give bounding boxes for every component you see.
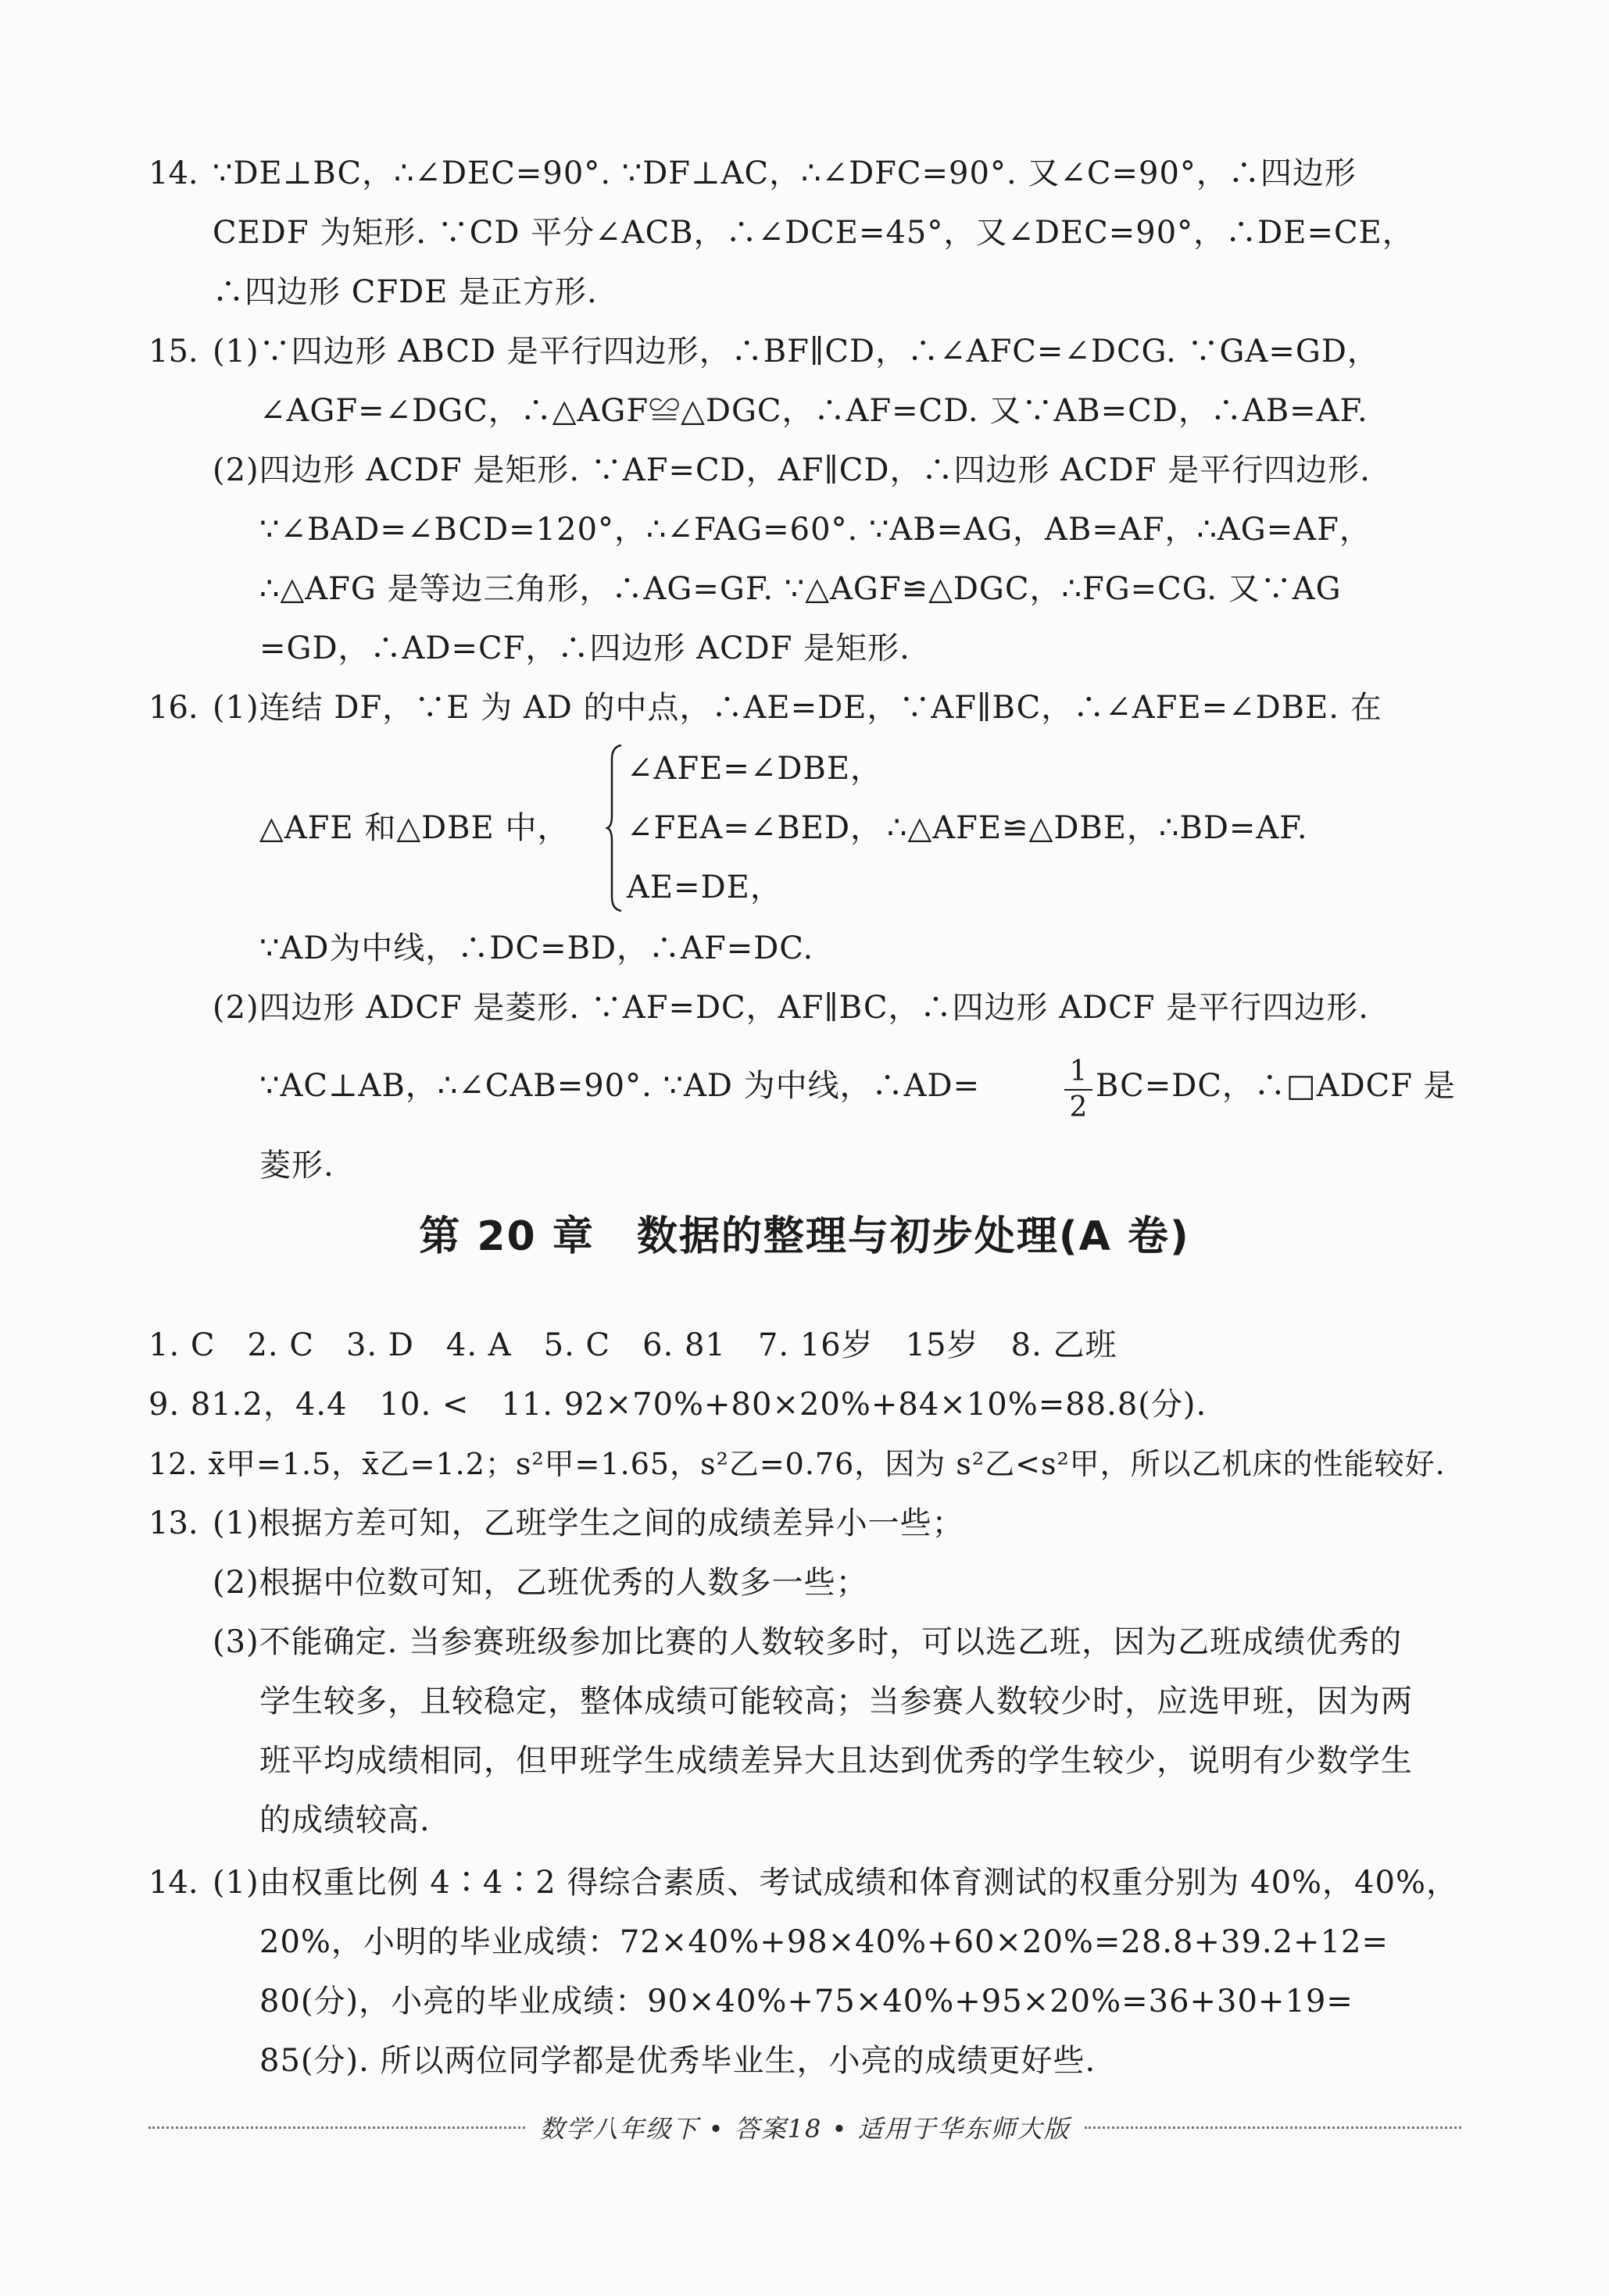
question-number: 14. — [148, 1865, 198, 1901]
answer-line: ∴△AFG 是等边三角形，∴AG=GF. ∵△AGF≌△DGC，∴FG=CG. 又∵AG — [259, 571, 1342, 607]
answer-line: ∵∠BAD=∠BCD=120°，∴∠FAG=60°. ∵AB=AG，AB=AF，∴AG=AF， — [259, 512, 1371, 548]
page-footer — [148, 2109, 1461, 2145]
answer-line: 班平均成绩相同，但甲班学生成绩差异大且达到优秀的学生较少，说明有少数学生 — [259, 1743, 1413, 1779]
answer-line: 80(分)，小亮的毕业成绩：90×40%+75×40%+95×20%=36+30+19= — [259, 1984, 1353, 2019]
answer-line: (1)根据方差可知，乙班学生之间的成绩差异小一些； — [213, 1505, 964, 1541]
fraction-bar — [1064, 1089, 1092, 1091]
answer-line: BC=DC，∴□ADCF 是 — [1096, 1068, 1456, 1104]
answer-line: 12. x̄甲=1.5，x̄乙=1.2；s²甲=1.65，s²乙=0.76，因为 s²乙<s²甲，所以乙机床的性能较好. — [148, 1447, 1446, 1481]
answer-line: 85(分). 所以两位同学都是优秀毕业生，小亮的成绩更好些. — [259, 2043, 1096, 2079]
answer-line: ∵AC⊥AB，∴∠CAB=90°. ∵AD 为中线，∴AD= — [259, 1068, 981, 1104]
system-line: AE=DE， — [627, 869, 782, 905]
answer-line: ∵AD为中线，∴DC=BD，∴AF=DC. — [259, 930, 814, 966]
answer-line: (1)由权重比例 4∶4∶2 得综合素质、考试成绩和体育测试的权重分别为 40%，40%， — [213, 1865, 1458, 1901]
question-number: 16. — [148, 690, 198, 726]
question-number: 14. — [148, 155, 198, 191]
system-conclusion: ∴△AFE≌△DBE，∴BD=AF. — [887, 810, 1308, 846]
answer-line: (3)不能确定. 当参赛班级参加比赛的人数较多时，可以选乙班，因为乙班成绩优秀的 — [213, 1624, 1403, 1660]
answer-line: (1)∵四边形 ABCD 是平行四边形，∴BF∥CD，∴∠AFC=∠DCG. ∵GA=GD， — [213, 334, 1379, 370]
footer-dotted-rule-left — [148, 2126, 525, 2129]
fraction-one-half — [1064, 1056, 1092, 1123]
answer-line: 菱形. — [259, 1148, 334, 1184]
system-line: ∠FEA=∠BED， — [627, 810, 883, 846]
answer-line: (2)四边形 ADCF 是菱形. ∵AF=DC，AF∥BC，∴四边形 ADCF 是平行四边形. — [213, 990, 1369, 1026]
system-prefix: △AFE 和△DBE 中， — [259, 810, 570, 846]
system-line: ∠AFE=∠DBE， — [627, 751, 883, 787]
answer-line: (2)四边形 ACDF 是矩形. ∵AF=CD，AF∥CD，∴四边形 ACDF 是平行四边形. — [213, 452, 1371, 488]
answer-line: 20%，小明的毕业成绩：72×40%+98×40%+60×20%=28.8+39.2+12= — [259, 1924, 1389, 1960]
answer-line: ∴四边形 CFDE 是正方形. — [213, 274, 598, 310]
fraction-denominator: 2 — [1069, 1091, 1088, 1123]
answer-line: 的成绩较高. — [259, 1802, 431, 1838]
answer-line: =GD，∴AD=CF，∴四边形 ACDF 是矩形. — [259, 630, 910, 666]
footer-text: 数学八年级下 • 答案18 • 适用于华东师大版 — [539, 2114, 1071, 2144]
question-number: 15. — [148, 334, 198, 370]
brace-icon — [606, 744, 623, 912]
chapter-heading: 第 20 章 数据的整理与初步处理(A 卷) — [419, 1213, 1190, 1260]
answer-line: 9. 81.2，4.4 10. < 11. 92×70%+80×20%+84×10%=88.8(分). — [148, 1387, 1207, 1423]
answer-line: 1. C 2. C 3. D 4. A 5. C 6. 81 7. 16岁 15岁 8. 乙班 — [148, 1327, 1117, 1363]
footer-dotted-rule-right — [1085, 2126, 1461, 2129]
answer-line: (1)连结 DF，∵E 为 AD 的中点，∴AE=DE，∵AF∥BC，∴∠AFE=∠DBE. 在 — [213, 690, 1382, 726]
answer-line: ∵DE⊥BC，∴∠DEC=90°. ∵DF⊥AC，∴∠DFC=90°. 又∠C=90°，∴四边形 — [213, 155, 1357, 191]
answer-line: ∠AGF=∠DGC，∴△AGF≌△DGC，∴AF=CD. 又∵AB=CD，∴AB=AF. — [259, 393, 1368, 429]
fraction-numerator: 1 — [1069, 1055, 1088, 1087]
question-number: 13. — [148, 1505, 198, 1541]
answer-line: CEDF 为矩形. ∵CD 平分∠ACB，∴∠DCE=45°，又∠DEC=90°，∴DE=CE， — [213, 215, 1414, 251]
answer-line: (2)根据中位数可知，乙班优秀的人数多一些； — [213, 1565, 868, 1601]
answer-line: 学生较多，且较稳定，整体成绩可能较高；当参赛人数较少时，应选甲班，因为两 — [259, 1684, 1413, 1719]
